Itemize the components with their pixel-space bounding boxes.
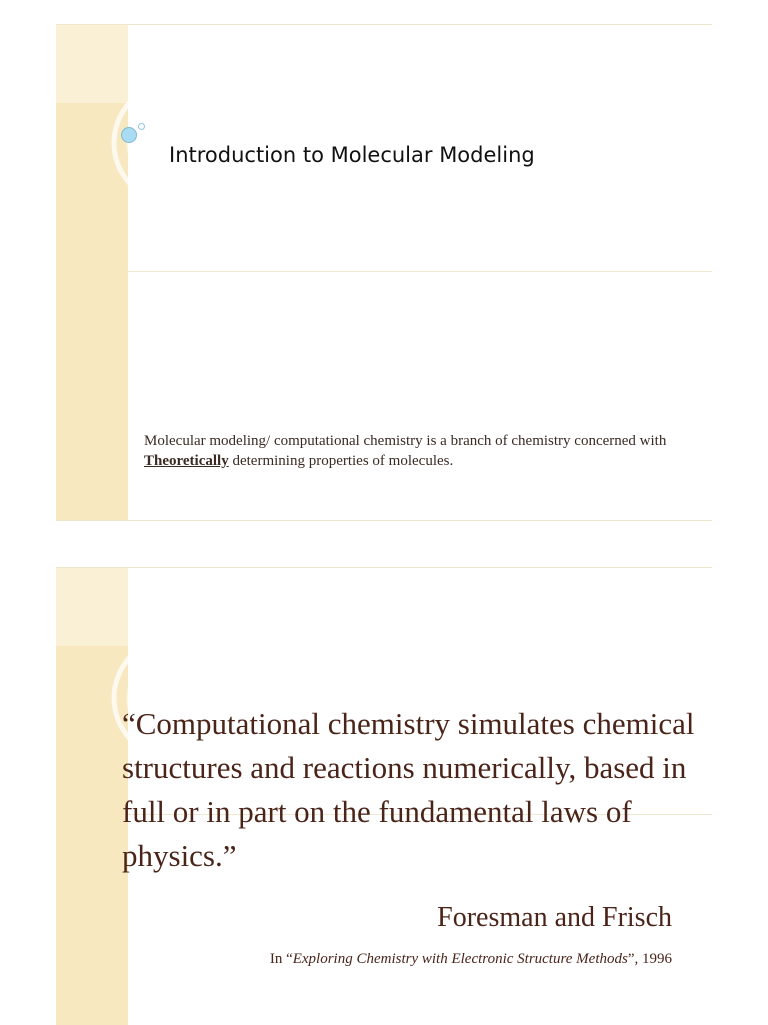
small-dot-icon — [138, 123, 145, 130]
citation-suffix: ”, 1996 — [627, 951, 672, 967]
body-text-emphasis: Theoretically — [144, 453, 229, 469]
decorative-arcs-icon — [56, 25, 128, 520]
quote-text: “Computational chemistry simulates chemical structures and reactions numerically, based in full or in part on the fundamental laws of physics.” — [122, 706, 695, 873]
decorative-arcs-icon — [56, 568, 128, 1025]
decorative-side-band — [56, 25, 128, 520]
quote-citation — [270, 951, 672, 968]
citation-prefix: In “ — [269, 951, 293, 967]
citation-title: Exploring Chemistry with Electronic Structure Methods — [292, 951, 628, 967]
slide-divider — [128, 271, 712, 272]
slide-title: Introduction to Molecular Modeling — [169, 143, 535, 167]
slide-2 — [56, 567, 712, 1025]
body-text-end: determining properties of molecules. — [228, 453, 454, 469]
slide-body-text — [144, 431, 704, 471]
decorative-side-band — [56, 568, 128, 1025]
quote-author: Foresman and Frisch — [437, 902, 672, 933]
blue-dot-icon — [121, 127, 137, 143]
slide-1 — [56, 24, 712, 521]
body-text-start: Molecular modeling/ computational chemistry is a branch of chemistry concerned with — [144, 433, 667, 449]
